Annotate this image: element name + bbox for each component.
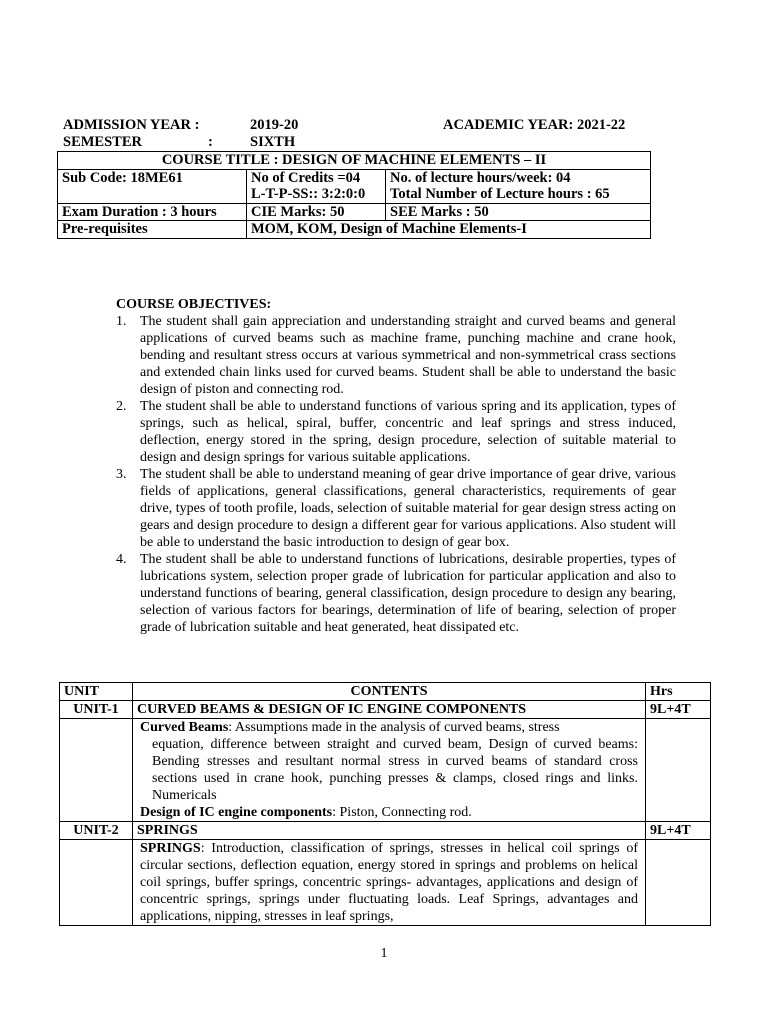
semester-value: SIXTH (250, 134, 296, 150)
lecture-hours-cell (386, 169, 651, 203)
objective-item (116, 398, 676, 466)
curved-beams-rest: equation, difference between straight and curved beam, Design of curved beams: Bending stresses and resultant normal stress in curved beams of standard cross sections used in crane hook, punching presses & clamps, closed rings and links. Numericals (152, 737, 638, 803)
prereq-label: Pre-requisites (58, 221, 247, 239)
unit-2-title-row (60, 822, 711, 840)
hrs-header: Hrs (646, 683, 711, 701)
unit-1-title: CURVED BEAMS & DESIGN OF IC ENGINE COMPONENTS (133, 701, 646, 719)
objective-item (116, 313, 676, 398)
prereq-value: MOM, KOM, Design of Machine Elements-I (247, 221, 651, 239)
course-title: COURSE TITLE : DESIGN OF MACHINE ELEMENTS – II (58, 152, 651, 170)
sub-code: Sub Code: 18ME61 (58, 169, 247, 203)
objective-text: The student shall be able to understand functions of lubrications, desirable properties, types of lubrications system, selection proper grade of lubrication for particular application and also to understand functions of bearing, general classification, design procedure to design any bearing, selection of various factors for bearings, determination of life of bearing, selection of proper grade of lubrication suitable and heat generated, heat dissipated etc. (140, 552, 676, 635)
ltpss: L-T-P-SS:: 3:2:0:0 (251, 186, 366, 202)
unit-1-content-row (60, 719, 711, 822)
objective-number: 4. (116, 552, 127, 567)
objective-text: The student shall be able to understand functions of various spring and its application, types of springs, such as helical, spiral, buffer, concentric and leaf springs and stress induced, deflection, energy stored in the spring, design procedure, selection of suitable material to design and design springs for various suitable applications. (140, 399, 676, 465)
unit-2-content-row (60, 840, 711, 926)
springs-text: : Introduction, classification of springs, stresses in helical coil springs of circular sections, deflection equation, energy stored in springs and problems on helical coil springs, buffer springs, concentric springs- advantages, applications and design of concentric springs, springs under fluctuating loads. Leaf Springs, advantages and applications, nipping, stresses in leaf springs, (140, 841, 638, 924)
ic-engine-text: : Piston, Connecting rod. (332, 805, 472, 820)
curved-beams-label: Curved Beams (140, 720, 229, 735)
total-lecture-hours: Total Number of Lecture hours : 65 (390, 186, 610, 202)
see-marks: SEE Marks : 50 (386, 203, 651, 221)
objective-item (116, 466, 676, 551)
unit-2-hrs-blank (646, 840, 711, 926)
unit-1-hrs-blank (646, 719, 711, 822)
objectives-list (116, 313, 676, 636)
exam-duration: Exam Duration : 3 hours (58, 203, 247, 221)
admission-year-label: ADMISSION YEAR : (63, 117, 200, 133)
objective-number: 3. (116, 467, 127, 482)
unit-1-hrs: 9L+4T (646, 701, 711, 719)
unit-1-title-row (60, 701, 711, 719)
objective-text: The student shall gain appreciation and understanding straight and curved beams and general applications of curved beams such as machine frame, punching machine and crane hook, bending and resultant stress occurs at various symmetrical and non-symmetrical crass sections and extended chain links used for curved beams. Student shall be able to understand the basic design of piston and connecting rod. (140, 314, 676, 397)
course-info-table (57, 151, 651, 239)
springs-label: SPRINGS (140, 841, 201, 856)
unit-1-ic-engine (140, 804, 638, 821)
curved-beams-first: : Assumptions made in the analysis of curved beams, stress (228, 720, 560, 735)
units-header-row (60, 683, 711, 701)
unit-2-name: UNIT-2 (60, 822, 133, 840)
page-number: 1 (380, 946, 388, 961)
unit-2-hrs: 9L+4T (646, 822, 711, 840)
credits: No of Credits =04 (251, 169, 361, 186)
unit-1-blank (60, 719, 133, 822)
objective-number: 1. (116, 314, 127, 329)
contents-header: CONTENTS (133, 683, 646, 701)
admission-year-value: 2019-20 (250, 117, 299, 133)
semester-colon: : (208, 134, 213, 150)
semester-label: SEMESTER (63, 134, 142, 150)
unit-2-content (133, 840, 646, 926)
unit-1-curved-beams (140, 719, 638, 804)
credits-cell (247, 169, 386, 203)
objective-text: The student shall be able to understand meaning of gear drive importance of gear drive, various fields of applications, general classifications, general characteristics, requirements of gear drive, types of tooth profile, loads, selection of suitable material for gear design stress acting on gears and design procedure to design a different gear for various applications. Also student will be able to understand the basic introduction to design of gear box. (140, 467, 676, 550)
course-objectives (116, 296, 676, 636)
unit-1-content (133, 719, 646, 822)
objectives-heading: COURSE OBJECTIVES: (116, 297, 272, 312)
unit-header: UNIT (60, 683, 133, 701)
cie-marks: CIE Marks: 50 (247, 203, 386, 221)
objective-number: 2. (116, 399, 127, 414)
ic-engine-label: Design of IC engine components (140, 805, 333, 820)
objective-item (116, 551, 676, 636)
units-table (59, 682, 711, 926)
lecture-hours-week: No. of lecture hours/week: 04 (390, 169, 571, 186)
unit-1-name: UNIT-1 (60, 701, 133, 719)
unit-2-blank (60, 840, 133, 926)
unit-2-title: SPRINGS (133, 822, 646, 840)
academic-year: ACADEMIC YEAR: 2021-22 (443, 117, 626, 133)
